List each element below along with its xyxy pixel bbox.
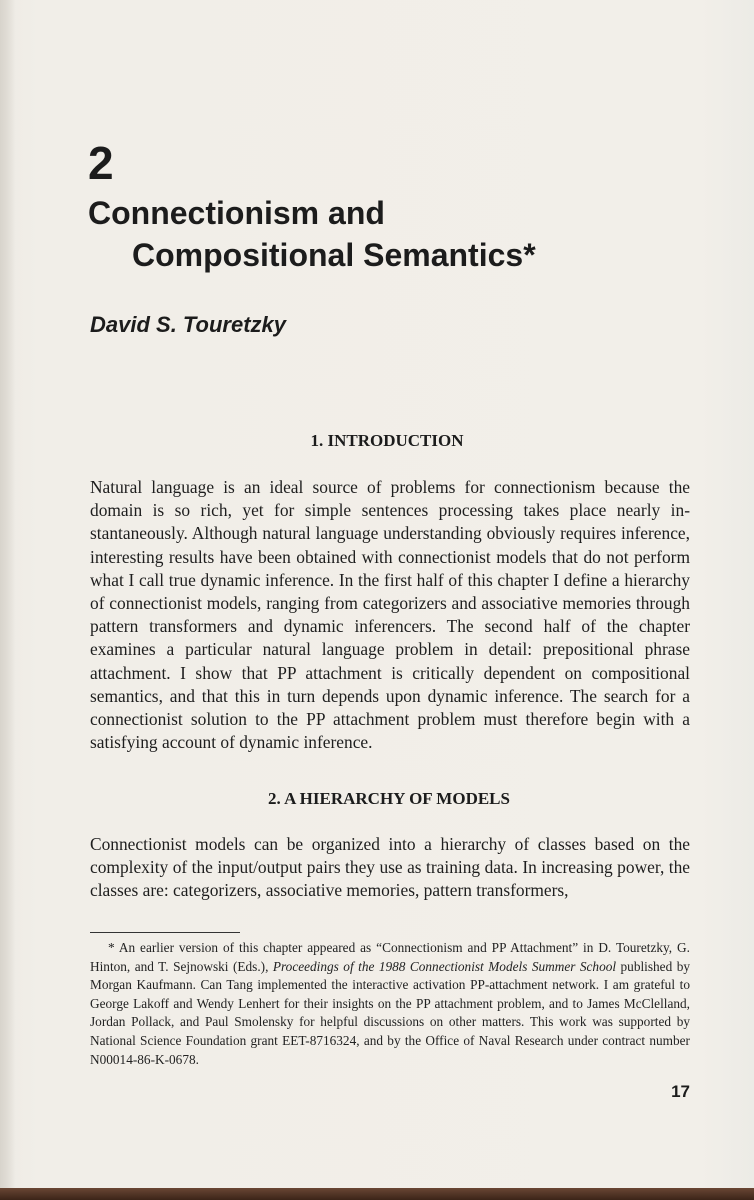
chapter-author: David S. Touretzky — [90, 312, 287, 337]
chapter-title-line-1: Connectionism and — [88, 195, 385, 231]
footnote-text-end: published by Morgan Kaufmann. Can Tang implemented the interactive activation PP-attachment network. I am grateful to George Lakoff and Wendy Lenhert for their insights on the PP attachment problem, and to James McClelland, Jordan Pollack, and Paul Smolensky for helpful discussions on other matters. This work was supported by National Science Foundation grant EET-8716324, and by the Office of Naval Research under contract number N00014-86-K-0678. — [90, 958, 690, 1067]
footnote-proceedings-title: Proceedings of the 1988 Connectionist Models Summer School — [272, 958, 617, 974]
footnote-text-start: * An earlier version of this chapter appeared as “Connectionism and PP Attachment” in D. Touretzky, G. Hinton, and T. Sejnowski (Eds.), — [90, 940, 690, 974]
chapter-title-line-2: Compositional Semantics* — [132, 237, 536, 273]
introduction-paragraph: Natural language is an ideal source of problems for connectionism because the domain is so rich, yet for simple sentences processing takes place nearly instantaneously. Although natural language understanding obviously requires inference, interesting results have been obtained with connectionist models that do not perform what I call true dynamic inference. In the first half of this chapter I define a hierarchy of connectionist models, ranging from categorizers and associative memories through pattern transformers and dynamic inferencers. The second half of the chapter examines a particular natural language problem in detail: prepositional phrase attachment. I show that PP attachment is critically dependent on compositional semantics, and that this in turn depends upon dynamic inference. The search for a connectionist solution to the PP attachment problem must therefore begin with a satisfying account of dynamic inference. — [90, 477, 690, 753]
page-number: 17 — [671, 1082, 690, 1101]
chapter-title — [88, 192, 536, 276]
section-heading-hierarchy: 2. A HIERARCHY OF MODELS — [268, 789, 510, 808]
footnote — [90, 939, 690, 1069]
chapter-number: 2 — [88, 137, 114, 189]
desk-surface — [0, 1188, 754, 1200]
page-gutter-shadow — [0, 0, 16, 1188]
footnote-divider — [90, 932, 240, 933]
section-heading-introduction: 1. INTRODUCTION — [310, 431, 464, 450]
hierarchy-paragraph: Connectionist models can be organized into a hierarchy of classes based on the complexity of the input/output pairs they use as training data. In increasing power, the classes are: categorizers, associative memories, pattern transformers, — [90, 834, 690, 901]
